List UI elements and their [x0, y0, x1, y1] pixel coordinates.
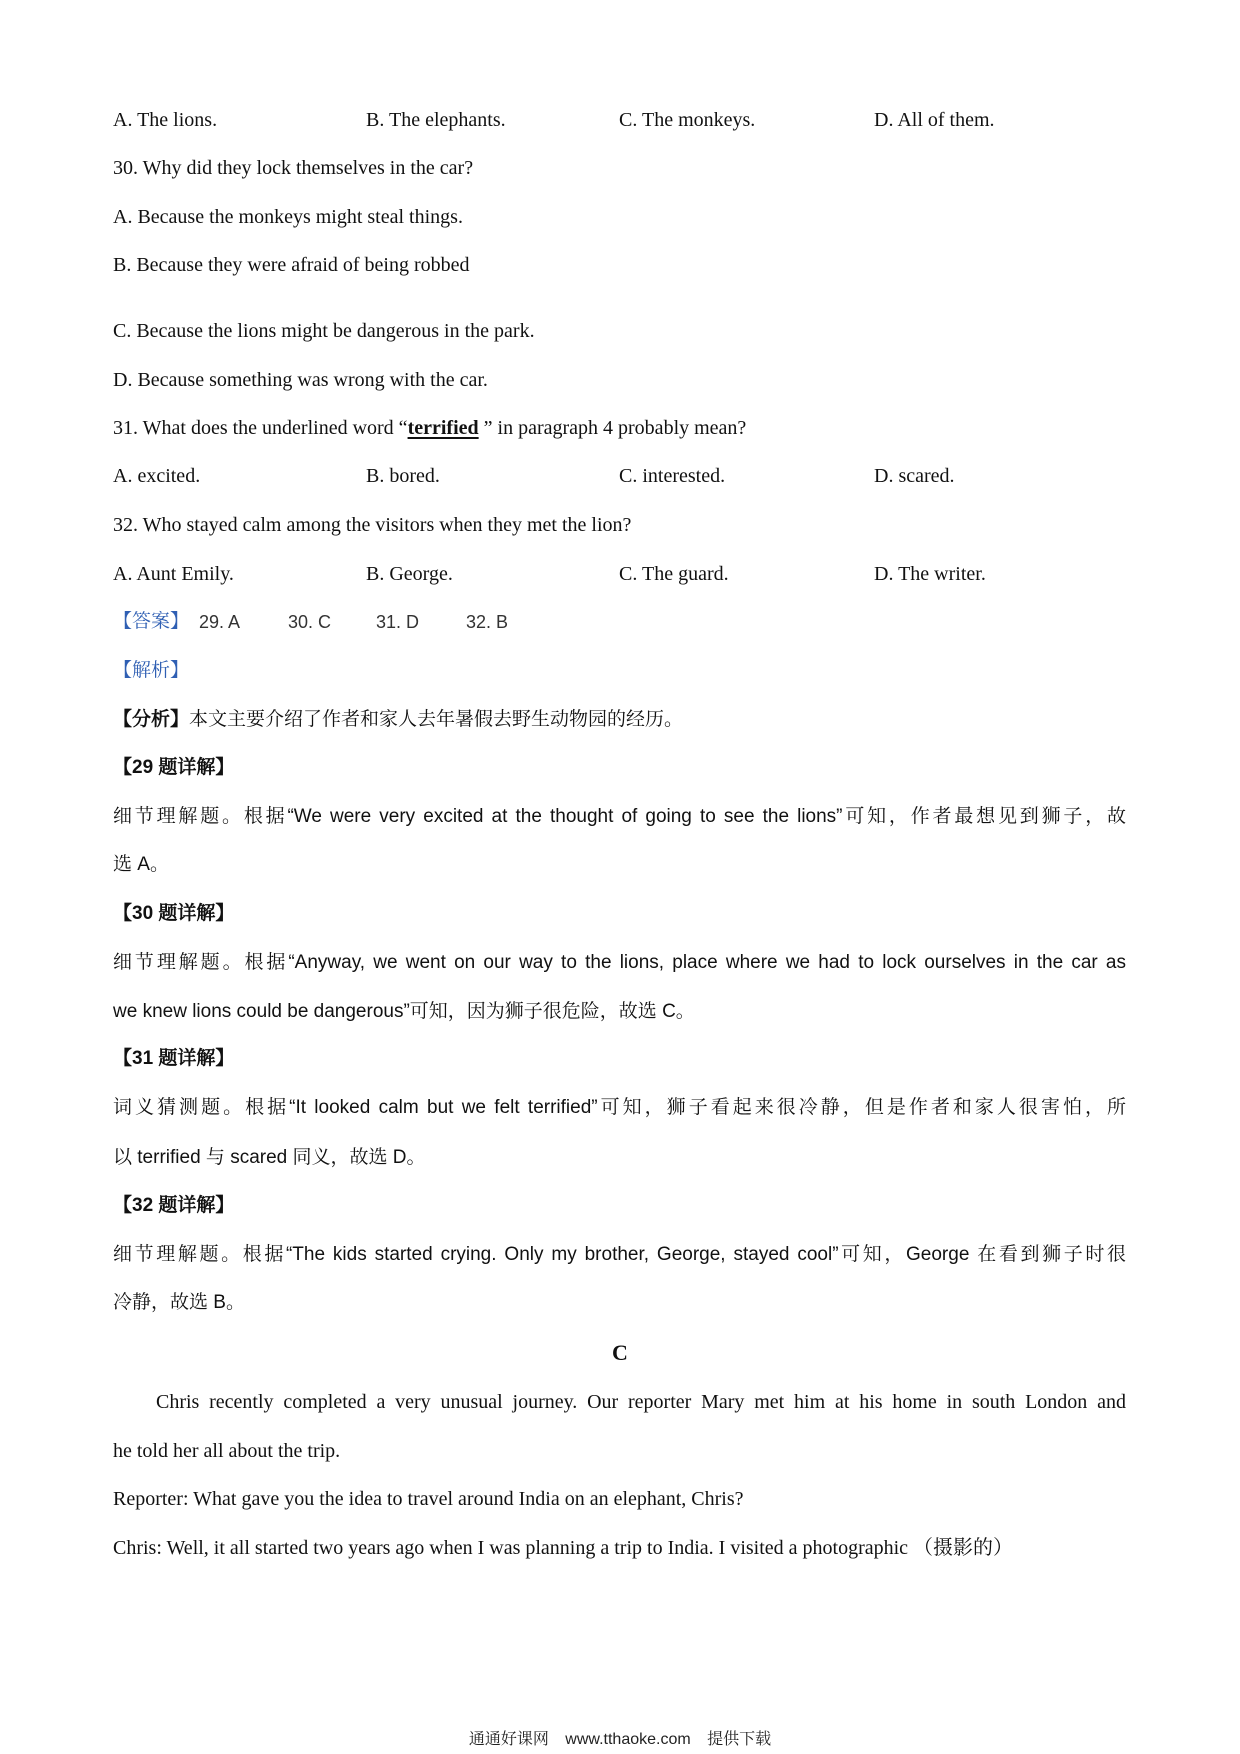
- answer-row: [113, 608, 1126, 636]
- q30-question: 30. Why did they lock themselves in the car?: [113, 157, 474, 179]
- q31-question-suffix: ” in paragraph 4 probably mean?: [478, 417, 747, 439]
- detail-31-line-1: 词义猜测题。根据“It looked calm but we felt terrified”可知，狮子看起来很冷静，但是作者和家人很害怕，所: [113, 1097, 1126, 1118]
- q29-options-row: [113, 106, 1126, 134]
- answer-32: 32. B: [466, 612, 509, 632]
- q31-options-row: [113, 462, 1126, 490]
- q32-option-c: C. The guard.: [619, 563, 729, 585]
- passage-c-heading: C: [612, 1340, 628, 1365]
- summary-label: 【分析】: [113, 709, 190, 730]
- answer-label: 【答案】: [113, 611, 190, 632]
- answer-31: 31. D: [376, 612, 420, 632]
- q30-option-d: D. Because something was wrong with the car.: [113, 369, 488, 391]
- detail-30-heading: 【30 题详解】: [113, 903, 235, 924]
- passage-c-line-2: he told her all about the trip.: [113, 1440, 341, 1462]
- detail-31-line-2: 以 terrified 与 scared 同义，故选 D。: [113, 1147, 426, 1168]
- q32-question: 32. Who stayed calm among the visitors when they met the lion?: [113, 514, 632, 536]
- passage-c-line-1: Chris recently completed a very unusual journey. Our reporter Mary met him at his home in south London and: [156, 1391, 1126, 1413]
- q32-option-d: D. The writer.: [874, 563, 986, 585]
- q29-option-c: C. The monkeys.: [619, 109, 756, 131]
- answer-30: 30. C: [288, 612, 332, 632]
- q31-option-d: D. scared.: [874, 465, 955, 487]
- q30-option-a: A. Because the monkeys might steal things.: [113, 206, 463, 228]
- detail-32-line-1: 细节理解题。根据“The kids started crying. Only my brother, George, stayed cool”可知，George 在看到狮子时很: [113, 1244, 1126, 1265]
- q29-option-d: D. All of them.: [874, 109, 995, 131]
- detail-30-line-2: we knew lions could be dangerous”可知，因为狮子很危险，故选 C。: [113, 1001, 695, 1022]
- detail-32-heading: 【32 题详解】: [113, 1195, 235, 1216]
- q31-option-a: A. excited.: [113, 465, 201, 487]
- passage-c-line-4: Chris: Well, it all started two years ago when I was planning a trip to India. I visited a photographic （摄影的）: [113, 1537, 1014, 1559]
- summary-text: 本文主要介绍了作者和家人去年暑假去野生动物园的经历。: [189, 709, 684, 730]
- q31-option-c: C. interested.: [619, 465, 726, 487]
- detail-32-line-2: 冷静，故选 B。: [113, 1292, 245, 1313]
- summary: [113, 706, 683, 734]
- q32-options-row: [113, 560, 1126, 588]
- detail-29-line-1: 细节理解题。根据“We were very excited at the thought of going to see the lions”可知，作者最想见到狮子，故: [113, 806, 1126, 827]
- q31-option-b: B. bored.: [366, 465, 440, 487]
- q30-option-b: B. Because they were afraid of being robbed: [113, 254, 470, 276]
- q32-option-a: A. Aunt Emily.: [113, 563, 234, 585]
- detail-30-line-1: 细节理解题。根据“Anyway, we went on our way to the lions, place where we had to lock ourselves in the car as: [113, 952, 1126, 973]
- footer-url: www.tthaoke.com: [565, 1731, 691, 1748]
- answer-29: 29. A: [199, 612, 241, 632]
- detail-29-heading: 【29 题详解】: [113, 757, 235, 778]
- passage-c-line-3: Reporter: What gave you the idea to travel around India on an elephant, Chris?: [113, 1488, 744, 1510]
- q29-option-a: A. The lions.: [113, 109, 218, 131]
- q31-question-prefix: 31. What does the underlined word “: [113, 417, 408, 439]
- analysis-label: 【解析】: [113, 660, 190, 681]
- footer-site-name: 通通好课网: [468, 1731, 549, 1748]
- q30-option-c: C. Because the lions might be dangerous in the park.: [113, 320, 535, 342]
- q31-question: [113, 414, 746, 442]
- page-footer: [0, 1729, 1240, 1751]
- detail-31-heading: 【31 题详解】: [113, 1048, 235, 1069]
- q29-option-b: B. The elephants.: [366, 109, 506, 131]
- q32-option-b: B. George.: [366, 563, 453, 585]
- q31-underlined-word: terrified: [407, 417, 479, 439]
- detail-29-line-2: 选 A。: [113, 854, 169, 875]
- footer-download-text: 提供下载: [707, 1731, 772, 1748]
